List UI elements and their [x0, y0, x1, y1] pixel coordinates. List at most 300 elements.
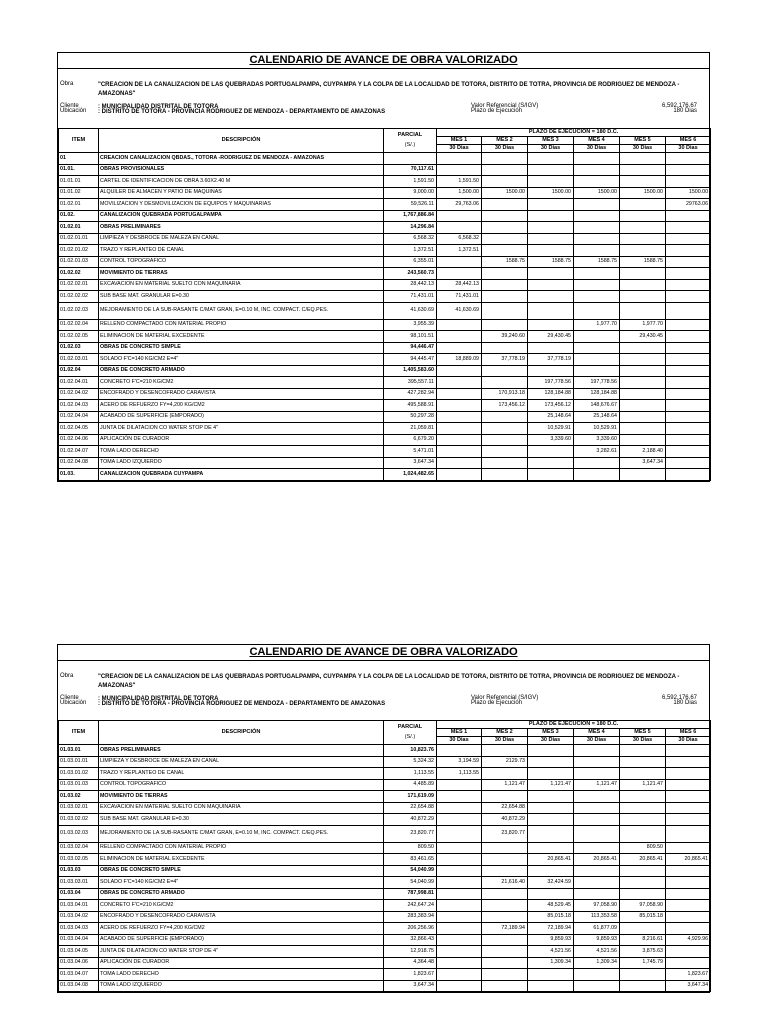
mes-1-value [437, 342, 482, 354]
mes-2-value [482, 268, 528, 280]
mes-4-value [574, 153, 620, 165]
parcial-value: 4,364.48 [384, 957, 437, 969]
table-row [59, 245, 711, 257]
item-code: 01.02.04.01 [59, 377, 99, 389]
item-code: 01.02.04.05 [59, 423, 99, 435]
table-row [59, 233, 711, 245]
parcial-value: 70,117.61 [384, 164, 437, 176]
item-code: 01.01.01 [59, 176, 99, 188]
item-description: ELIMINACION DE MATERIAL EXCEDENTE [99, 331, 384, 343]
parcial-value: 243,560.73 [384, 268, 437, 280]
item-code: 01.03.04.03 [59, 923, 99, 935]
mes-1-value [437, 365, 482, 377]
item-description: MOVILIZACION Y DESMOVILIZACION DE EQUIPOS Y MAQUINARIAS [99, 199, 384, 211]
table-row [59, 791, 711, 803]
item-code: 01.03.04.05 [59, 946, 99, 958]
mes-3-value [528, 791, 574, 803]
mes-3-value [528, 802, 574, 814]
mes-5-value: 8,216.61 [620, 934, 666, 946]
mes-3-value [528, 446, 574, 458]
table-row [59, 980, 711, 992]
table-row [59, 900, 711, 912]
item-code: 01.03.04 [59, 888, 99, 900]
item-description: CREACION CANALIZACION QBDAS., TOTORA -RODRIGUEZ DE MENDOZA - AMAZONAS [99, 153, 384, 165]
mes-1-value [437, 865, 482, 877]
col-dias: 30 Dias [666, 145, 711, 153]
obra-value: "CREACION DE LA CANALIZACION DE LAS QUEBRADAS PORTUGALPAMPA, CUYPAMPA Y LA COLPA DE LA LOCALIDAD DE TOTORA, DISTRITO DE TOTRA, PROVINCIA DE RODRIGUEZ DE MENDOZA - AMAZONAS" [98, 82, 680, 97]
table-row [59, 779, 711, 791]
mes-1-value [437, 210, 482, 222]
mes-1-value [437, 980, 482, 992]
mes-3-value [528, 164, 574, 176]
mes-4-value [574, 969, 620, 981]
mes-3-value [528, 199, 574, 211]
mes-6-value [666, 791, 711, 803]
mes-3-value: 29,430.45 [528, 331, 574, 343]
mes-1-value [437, 164, 482, 176]
sheet-title: CALENDARIO DE AVANCE DE OBRA VALORIZADO [58, 645, 709, 661]
mes-3-value [528, 222, 574, 234]
mes-1-value [437, 319, 482, 331]
mes-6-value [666, 957, 711, 969]
col-dias: 30 Dias [528, 737, 574, 745]
mes-1-value [437, 814, 482, 826]
mes-5-value [620, 365, 666, 377]
mes-2-value [482, 865, 528, 877]
mes-2-value [482, 791, 528, 803]
mes-2-value [482, 423, 528, 435]
item-description: LIMPIEZA Y DESBROCE DE MALEZA EN CANAL [99, 756, 384, 768]
item-code: 01.02.01 [59, 222, 99, 234]
item-code: 01.02.02.05 [59, 331, 99, 343]
mes-2-value: 1500.00 [482, 187, 528, 199]
mes-6-value: 1500.00 [666, 187, 711, 199]
mes-1-value [437, 923, 482, 935]
mes-4-value [574, 745, 620, 757]
mes-5-value [620, 291, 666, 303]
mes-1-value: 1,372.51 [437, 245, 482, 257]
mes-1-value [437, 802, 482, 814]
mes-5-value: 85,015.18 [620, 911, 666, 923]
mes-2-value [482, 768, 528, 780]
table-row [59, 946, 711, 958]
item-code: 01.03.04.07 [59, 969, 99, 981]
mes-5-value [620, 434, 666, 446]
col-mes-1: MES 1 [437, 729, 482, 737]
mes-4-value [574, 342, 620, 354]
mes-5-value: 97,058.90 [620, 900, 666, 912]
mes-6-value [666, 176, 711, 188]
table-row [59, 888, 711, 900]
mes-4-value [574, 457, 620, 469]
item-description: TRAZO Y REPLANTEO DE CANAL [99, 768, 384, 780]
mes-5-value [620, 814, 666, 826]
mes-2-value [482, 411, 528, 423]
parcial-value: 54,040.99 [384, 877, 437, 889]
mes-1-value [437, 745, 482, 757]
sheet-2 [57, 644, 710, 993]
item-description: ACABADO DE SUPERFICIE (EMPORADO) [99, 411, 384, 423]
mes-3-value [528, 210, 574, 222]
mes-6-value [666, 319, 711, 331]
mes-5-value [620, 825, 666, 842]
mes-5-value [620, 268, 666, 280]
col-item: ITEM [59, 129, 99, 153]
parcial-value: 4,485.89 [384, 779, 437, 791]
table-row [59, 342, 711, 354]
parcial-value: 206,256.96 [384, 923, 437, 935]
mes-6-value: 29763.06 [666, 199, 711, 211]
mes-4-value: 113,353.58 [574, 911, 620, 923]
col-descripcion: DESCRIPCIÓN [99, 129, 384, 153]
mes-2-value: 22,654.88 [482, 802, 528, 814]
mes-3-value [528, 842, 574, 854]
mes-2-value [482, 199, 528, 211]
cliente-value: : MUNICIPALIDAD DISTRITAL DE TOTORA [98, 104, 219, 110]
mes-5-value [620, 980, 666, 992]
col-mes-5: MES 5 [620, 137, 666, 145]
mes-5-value [620, 153, 666, 165]
mes-1-value [437, 877, 482, 889]
table-row [59, 210, 711, 222]
item-code: 01.03. [59, 469, 99, 481]
mes-5-value [620, 423, 666, 435]
table-row [59, 854, 711, 866]
item-description: RELLENO COMPACTADO CON MATERIAL PROPIO [99, 319, 384, 331]
mes-4-value [574, 888, 620, 900]
col-parcial: PARCIAL (S/.) [384, 129, 437, 153]
mes-4-value [574, 802, 620, 814]
mes-5-value: 2,188.40 [620, 446, 666, 458]
mes-1-value: 71,431.01 [437, 291, 482, 303]
item-description: CONTROL TOPOGRAFICO [99, 779, 384, 791]
mes-2-value: 23,820.77 [482, 825, 528, 842]
item-description: EXCAVACION EN MATERIAL SUELTO CON MAQUINARIA [99, 802, 384, 814]
item-description: APLICACIÓN DE CURADOR [99, 957, 384, 969]
mes-6-value [666, 900, 711, 912]
mes-5-value [620, 302, 666, 319]
item-description: OBRAS DE CONCRETO ARMADO [99, 365, 384, 377]
mes-5-value [620, 888, 666, 900]
parcial-value: 1,113.55 [384, 768, 437, 780]
mes-1-value [437, 388, 482, 400]
mes-2-value: 1588.75 [482, 256, 528, 268]
item-code: 01.02.02.02 [59, 291, 99, 303]
mes-4-value: 1,977.70 [574, 319, 620, 331]
item-description: OBRAS PRELIMINARES [99, 222, 384, 234]
plazo-value: 180 Dias [673, 108, 697, 114]
col-mes-3: MES 3 [528, 137, 574, 145]
mes-1-value [437, 377, 482, 389]
col-mes-4: MES 4 [574, 729, 620, 737]
item-code: 01.01. [59, 164, 99, 176]
item-description: MEJORAMIENTO DE LA SUB-RASANTE C/MAT GRAN, E=0.10 M, INC. COMPACT. C/EQ.PES. [99, 302, 384, 319]
col-dias: 30 Dias [528, 145, 574, 153]
plazo-label: Plazo de Ejecución [471, 700, 523, 706]
item-description: SOLADO F'C=140 KG/CM2 E=4" [99, 354, 384, 366]
schedule-table [58, 128, 711, 481]
parcial-value: 32,866.43 [384, 934, 437, 946]
item-description: OBRAS PRELIMINARES [99, 745, 384, 757]
mes-4-value: 148,676.67 [574, 400, 620, 412]
schedule-table [58, 720, 711, 992]
item-code: 01.03.02 [59, 791, 99, 803]
mes-5-value [620, 756, 666, 768]
mes-3-value: 1,121.47 [528, 779, 574, 791]
mes-3-value: 1500.00 [528, 187, 574, 199]
mes-5-value [620, 245, 666, 257]
mes-3-value [528, 291, 574, 303]
mes-3-value: 32,424.59 [528, 877, 574, 889]
mes-1-value [437, 153, 482, 165]
ubicacion-label: Ubicación [60, 700, 87, 706]
mes-6-value [666, 457, 711, 469]
mes-1-value [437, 969, 482, 981]
mes-4-value [574, 210, 620, 222]
item-description: RELLENO COMPACTADO CON MATERIAL PROPIO [99, 842, 384, 854]
item-code: 01.03.01.01 [59, 756, 99, 768]
mes-4-value: 4,521.56 [574, 946, 620, 958]
item-code: 01.02.04 [59, 365, 99, 377]
mes-3-value [528, 342, 574, 354]
mes-4-value [574, 279, 620, 291]
table-row [59, 302, 711, 319]
item-description: ACERO DE REFUERZO FY=4,200 KG/CM2 [99, 400, 384, 412]
parcial-value: 22,654.88 [384, 802, 437, 814]
item-description: LIMPIEZA Y DESBROCE DE MALEZA EN CANAL [99, 233, 384, 245]
item-code: 01.03.02.01 [59, 802, 99, 814]
mes-6-value [666, 388, 711, 400]
mes-6-value: 3,647.34 [666, 980, 711, 992]
col-descripcion: DESCRIPCIÓN [99, 721, 384, 745]
item-description: CANALIZACION QUEBRADA CUYPAMPA [99, 469, 384, 481]
mes-5-value [620, 745, 666, 757]
cliente-label: Cliente [60, 103, 79, 109]
mes-4-value [574, 233, 620, 245]
parcial-value: 283,383.94 [384, 911, 437, 923]
item-code: 01.02.04.03 [59, 400, 99, 412]
parcial-value: 54,040.99 [384, 865, 437, 877]
mes-1-value: 1,113.55 [437, 768, 482, 780]
mes-1-value [437, 842, 482, 854]
table-row [59, 457, 711, 469]
col-dias: 30 Dias [620, 145, 666, 153]
mes-5-value: 3,647.34 [620, 457, 666, 469]
parcial-value: 3,955.39 [384, 319, 437, 331]
mes-6-value [666, 423, 711, 435]
mes-4-value: 1,121.47 [574, 779, 620, 791]
mes-6-value [666, 911, 711, 923]
mes-3-value [528, 980, 574, 992]
mes-5-value: 29,430.45 [620, 331, 666, 343]
mes-5-value [620, 400, 666, 412]
parcial-value: 171,619.09 [384, 791, 437, 803]
mes-6-value [666, 164, 711, 176]
mes-3-value [528, 365, 574, 377]
item-code: 01.02.04.02 [59, 388, 99, 400]
mes-1-value [437, 888, 482, 900]
mes-6-value [666, 302, 711, 319]
mes-3-value: 1588.75 [528, 256, 574, 268]
mes-6-value [666, 946, 711, 958]
parcial-value: 71,431.01 [384, 291, 437, 303]
item-description: CONCRETO F'C=210 KG/CM2 [99, 900, 384, 912]
col-dias: 30 Dias [666, 737, 711, 745]
item-code: 01.02.01 [59, 199, 99, 211]
mes-6-value [666, 825, 711, 842]
table-row [59, 469, 711, 481]
mes-5-value [620, 210, 666, 222]
mes-5-value: 1,745.79 [620, 957, 666, 969]
mes-4-value [574, 268, 620, 280]
mes-5-value [620, 199, 666, 211]
mes-5-value [620, 342, 666, 354]
parcial-value: 3,647.34 [384, 457, 437, 469]
parcial-value: 50,297.28 [384, 411, 437, 423]
mes-1-value: 41,630.69 [437, 302, 482, 319]
mes-1-value: 3,194.59 [437, 756, 482, 768]
col-dias: 30 Dias [620, 737, 666, 745]
parcial-value: 41,630.69 [384, 302, 437, 319]
obra-value: "CREACION DE LA CANALIZACION DE LAS QUEBRADAS PORTUGALPAMPA, CUYPAMPA Y LA COLPA DE LA LOCALIDAD DE TOTORA, DISTRITO DE TOTRA, PROVINCIA DE RODRIGUEZ DE MENDOZA - AMAZONAS" [98, 674, 680, 689]
mes-3-value [528, 176, 574, 188]
item-code: 01.03.03 [59, 865, 99, 877]
item-code: 01.02.01.02 [59, 245, 99, 257]
mes-4-value [574, 365, 620, 377]
col-mes-2: MES 2 [482, 137, 528, 145]
col-dias: 30 Dias [482, 145, 528, 153]
mes-3-value [528, 768, 574, 780]
item-description: TOMA LADO DERECHO [99, 969, 384, 981]
obra-label: Obra [60, 673, 74, 679]
table-row [59, 268, 711, 280]
mes-4-value [574, 865, 620, 877]
mes-2-value [482, 457, 528, 469]
mes-4-value: 3,339.60 [574, 434, 620, 446]
mes-2-value [482, 434, 528, 446]
mes-5-value [620, 411, 666, 423]
col-mes-2: MES 2 [482, 729, 528, 737]
item-code: 01.03.04.02 [59, 911, 99, 923]
table-row [59, 434, 711, 446]
mes-3-value [528, 969, 574, 981]
mes-6-value [666, 779, 711, 791]
mes-3-value: 173,456.12 [528, 400, 574, 412]
mes-6-value [666, 331, 711, 343]
mes-1-value [437, 469, 482, 481]
plazo-value: 180 Dias [673, 700, 697, 706]
mes-1-value: 28,442.13 [437, 279, 482, 291]
parcial-value: 59,526.11 [384, 199, 437, 211]
item-code: 01.03.04.06 [59, 957, 99, 969]
mes-6-value [666, 342, 711, 354]
item-description: TOMA LADO DERECHO [99, 446, 384, 458]
mes-5-value [620, 969, 666, 981]
table-row [59, 411, 711, 423]
parcial-value: 6,355.01 [384, 256, 437, 268]
mes-4-value [574, 877, 620, 889]
mes-4-value: 9,859.93 [574, 934, 620, 946]
mes-3-value [528, 302, 574, 319]
item-code: 01.02.04.04 [59, 411, 99, 423]
mes-3-value [528, 319, 574, 331]
mes-2-value [482, 446, 528, 458]
parcial-value: 1,372.51 [384, 245, 437, 257]
parcial-value: 98,101.51 [384, 331, 437, 343]
mes-2-value: 39,240.60 [482, 331, 528, 343]
mes-5-value: 1588.75 [620, 256, 666, 268]
table-row [59, 957, 711, 969]
table-row [59, 745, 711, 757]
mes-2-value [482, 342, 528, 354]
mes-5-value: 1,121.47 [620, 779, 666, 791]
table-row [59, 446, 711, 458]
mes-2-value [482, 377, 528, 389]
item-description: MOVIMIENTO DE TIERRAS [99, 791, 384, 803]
item-code: 01.02.02.04 [59, 319, 99, 331]
item-code: 01.03.02.05 [59, 854, 99, 866]
mes-1-value [437, 911, 482, 923]
parcial-value: 787,998.81 [384, 888, 437, 900]
col-mes-4: MES 4 [574, 137, 620, 145]
mes-2-value [482, 469, 528, 481]
mes-6-value [666, 222, 711, 234]
mes-4-value: 61,877.09 [574, 923, 620, 935]
valor-label: Valor Referencial (S/IGV) [471, 103, 539, 109]
mes-1-value [437, 900, 482, 912]
mes-6-value [666, 411, 711, 423]
mes-4-value [574, 980, 620, 992]
item-code: 01.02.03.01 [59, 354, 99, 366]
item-code: 01.02.02 [59, 268, 99, 280]
item-code: 01.02.03 [59, 342, 99, 354]
mes-6-value [666, 400, 711, 412]
mes-5-value: 3,875.63 [620, 946, 666, 958]
parcial-value: 6,679.20 [384, 434, 437, 446]
item-code: 01.02.02.03 [59, 302, 99, 319]
table-row [59, 222, 711, 234]
item-code: 01.03.01.03 [59, 779, 99, 791]
mes-2-value [482, 842, 528, 854]
parcial-value: 21,059.81 [384, 423, 437, 435]
mes-6-value [666, 210, 711, 222]
mes-4-value: 128,184.88 [574, 388, 620, 400]
item-description: SOLADO F'C=140 KG/CM2 E=4" [99, 877, 384, 889]
project-header [58, 661, 709, 720]
mes-6-value [666, 842, 711, 854]
mes-2-value: 72,189.94 [482, 923, 528, 935]
table-row [59, 756, 711, 768]
mes-2-value [482, 969, 528, 981]
mes-1-value: 1,500.00 [437, 187, 482, 199]
mes-5-value [620, 233, 666, 245]
parcial-value: 395,557.11 [384, 377, 437, 389]
col-dias: 30 Dias [574, 737, 620, 745]
item-description: JUNTA DE DILATACION CO WATER STOP DE 4" [99, 946, 384, 958]
mes-6-value [666, 814, 711, 826]
mes-4-value: 1,309.34 [574, 957, 620, 969]
mes-2-value: 173,456.12 [482, 400, 528, 412]
mes-3-value [528, 153, 574, 165]
mes-4-value [574, 222, 620, 234]
mes-1-value [437, 268, 482, 280]
item-description: TRAZO Y REPLANTEO DE CANAL [99, 245, 384, 257]
table-row [59, 377, 711, 389]
obra-label: Obra [60, 81, 74, 87]
mes-3-value [528, 756, 574, 768]
item-code: 01.03.02.02 [59, 814, 99, 826]
mes-3-value [528, 865, 574, 877]
